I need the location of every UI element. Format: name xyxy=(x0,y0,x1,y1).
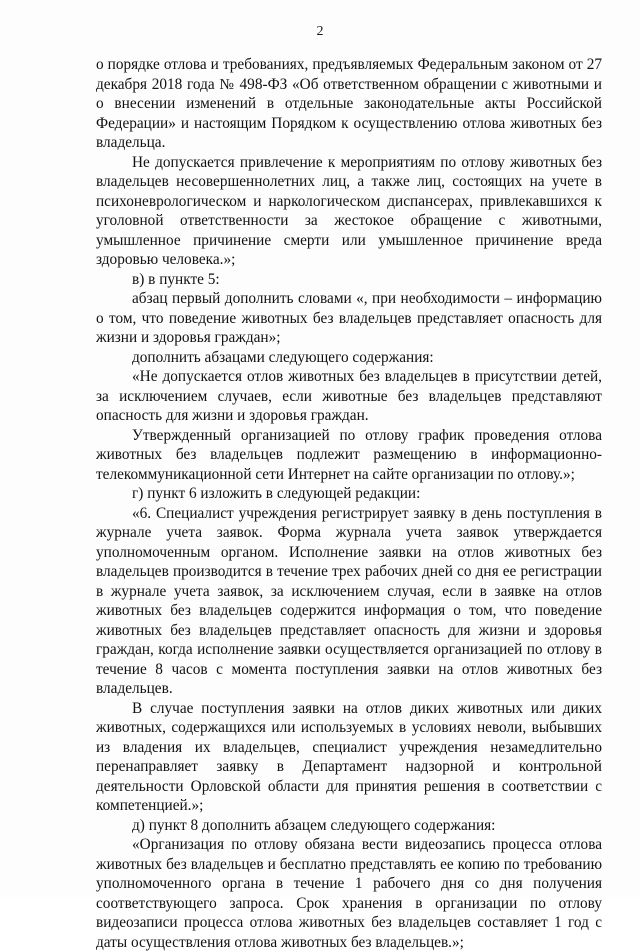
paragraph-item-g-point-6: г) пункт 6 изложить в следующей редакции: xyxy=(132,485,421,502)
paragraph-schedule-publication: Утвержденный организацией по отлову график проведения отлова животных без владельцев подлежит размещению в информационно-телекоммуникационной сети Интернет на сайте организации по отлову.»; xyxy=(96,426,602,483)
paragraph-add-abzatsy: дополнить абзацами следующего содержания: xyxy=(132,348,434,366)
paragraph-wild-animals-redirect: В случае поступления заявки на отлов диких животных или диких животных, содержащихся или используемых в условиях неволи, выбывших из владения их владельцев, специалист учреждения незамедлительно перенаправляет заявку в Департамент надзорной и контрольной деятельности Орловской области для принятия решения в соответствии с компетенцией.»; xyxy=(96,699,602,814)
paragraph-capture-order-requirements: о порядке отлова и требованиях, предъявляемых Федеральным законом от 27 декабря 2018 года № 498-ФЗ «Об ответственном обращении с животными и о внесении изменений в отдельные законодательные акты Российской Федерации» и настоящим Порядком к осуществлению отлова животных без владельца. xyxy=(96,56,602,151)
paragraph-point-6-new-text: «6. Специалист учреждения регистрирует заявку в день поступления в журнале учета заявок. Форма журнала учета заявок утверждается уполномоченным органом. Исполнение заявки на отлов животных без владельцев производится в течение трех рабочих дней со дня ее регистрации в журнале учета заявок, за исключением случая, если в заявке на отлов животных без владельцев содержится информация о том, что поведение животных без владельцев представляет опасность для жизни и здоровья граждан, когда исполнение заявки осуществляется организацией по отлову в течение 8 часов с момента поступления заявки на отлов животных без владельцев. xyxy=(96,504,602,697)
paragraph-first-abzats-addition: абзац первый дополнить словами «, при необходимости – информацию о том, что поведение животных без владельцев представляет опасность для жизни и здоровья граждан»; xyxy=(96,290,602,346)
paragraph-prohibited-persons: Не допускается привлечение к мероприятиям по отлову животных без владельцев несовершеннолетних лиц, а также лиц, состоящих на учете в психоневрологическом и наркологическом диспансерах, привлекавшихся к уголовной ответственности за жестокое обращение с животными, умышленное причинение смерти или умышленное причинение вреда здоровью человека.»; xyxy=(96,153,602,268)
paragraph-item-d-point-8: д) пункт 8 дополнить абзацем следующего содержания: xyxy=(132,816,496,834)
document-body xyxy=(96,55,602,952)
page-number: 2 xyxy=(316,24,324,39)
paragraph-no-capture-near-children: «Не допускается отлов животных без владельцев в присутствии детей, за исключением случаев, если животные без владельцев представляют опасность для жизни и здоровья граждан. xyxy=(96,368,602,424)
paragraph-item-v-point-5: в) в пункте 5: xyxy=(132,270,220,288)
paragraph-video-recording: «Организация по отлову обязана вести видеозапись процесса отлова животных без владельцев и бесплатно представлять ее копию по требованию уполномоченного органа в течение 1 рабочего дня со дня получения соответствующего запроса. Срок хранения в организации по отлову видеозаписи процесса отлова животных без владельцев составляет 1 год с даты осуществления отлова животных без владельцев.»; xyxy=(96,836,602,951)
